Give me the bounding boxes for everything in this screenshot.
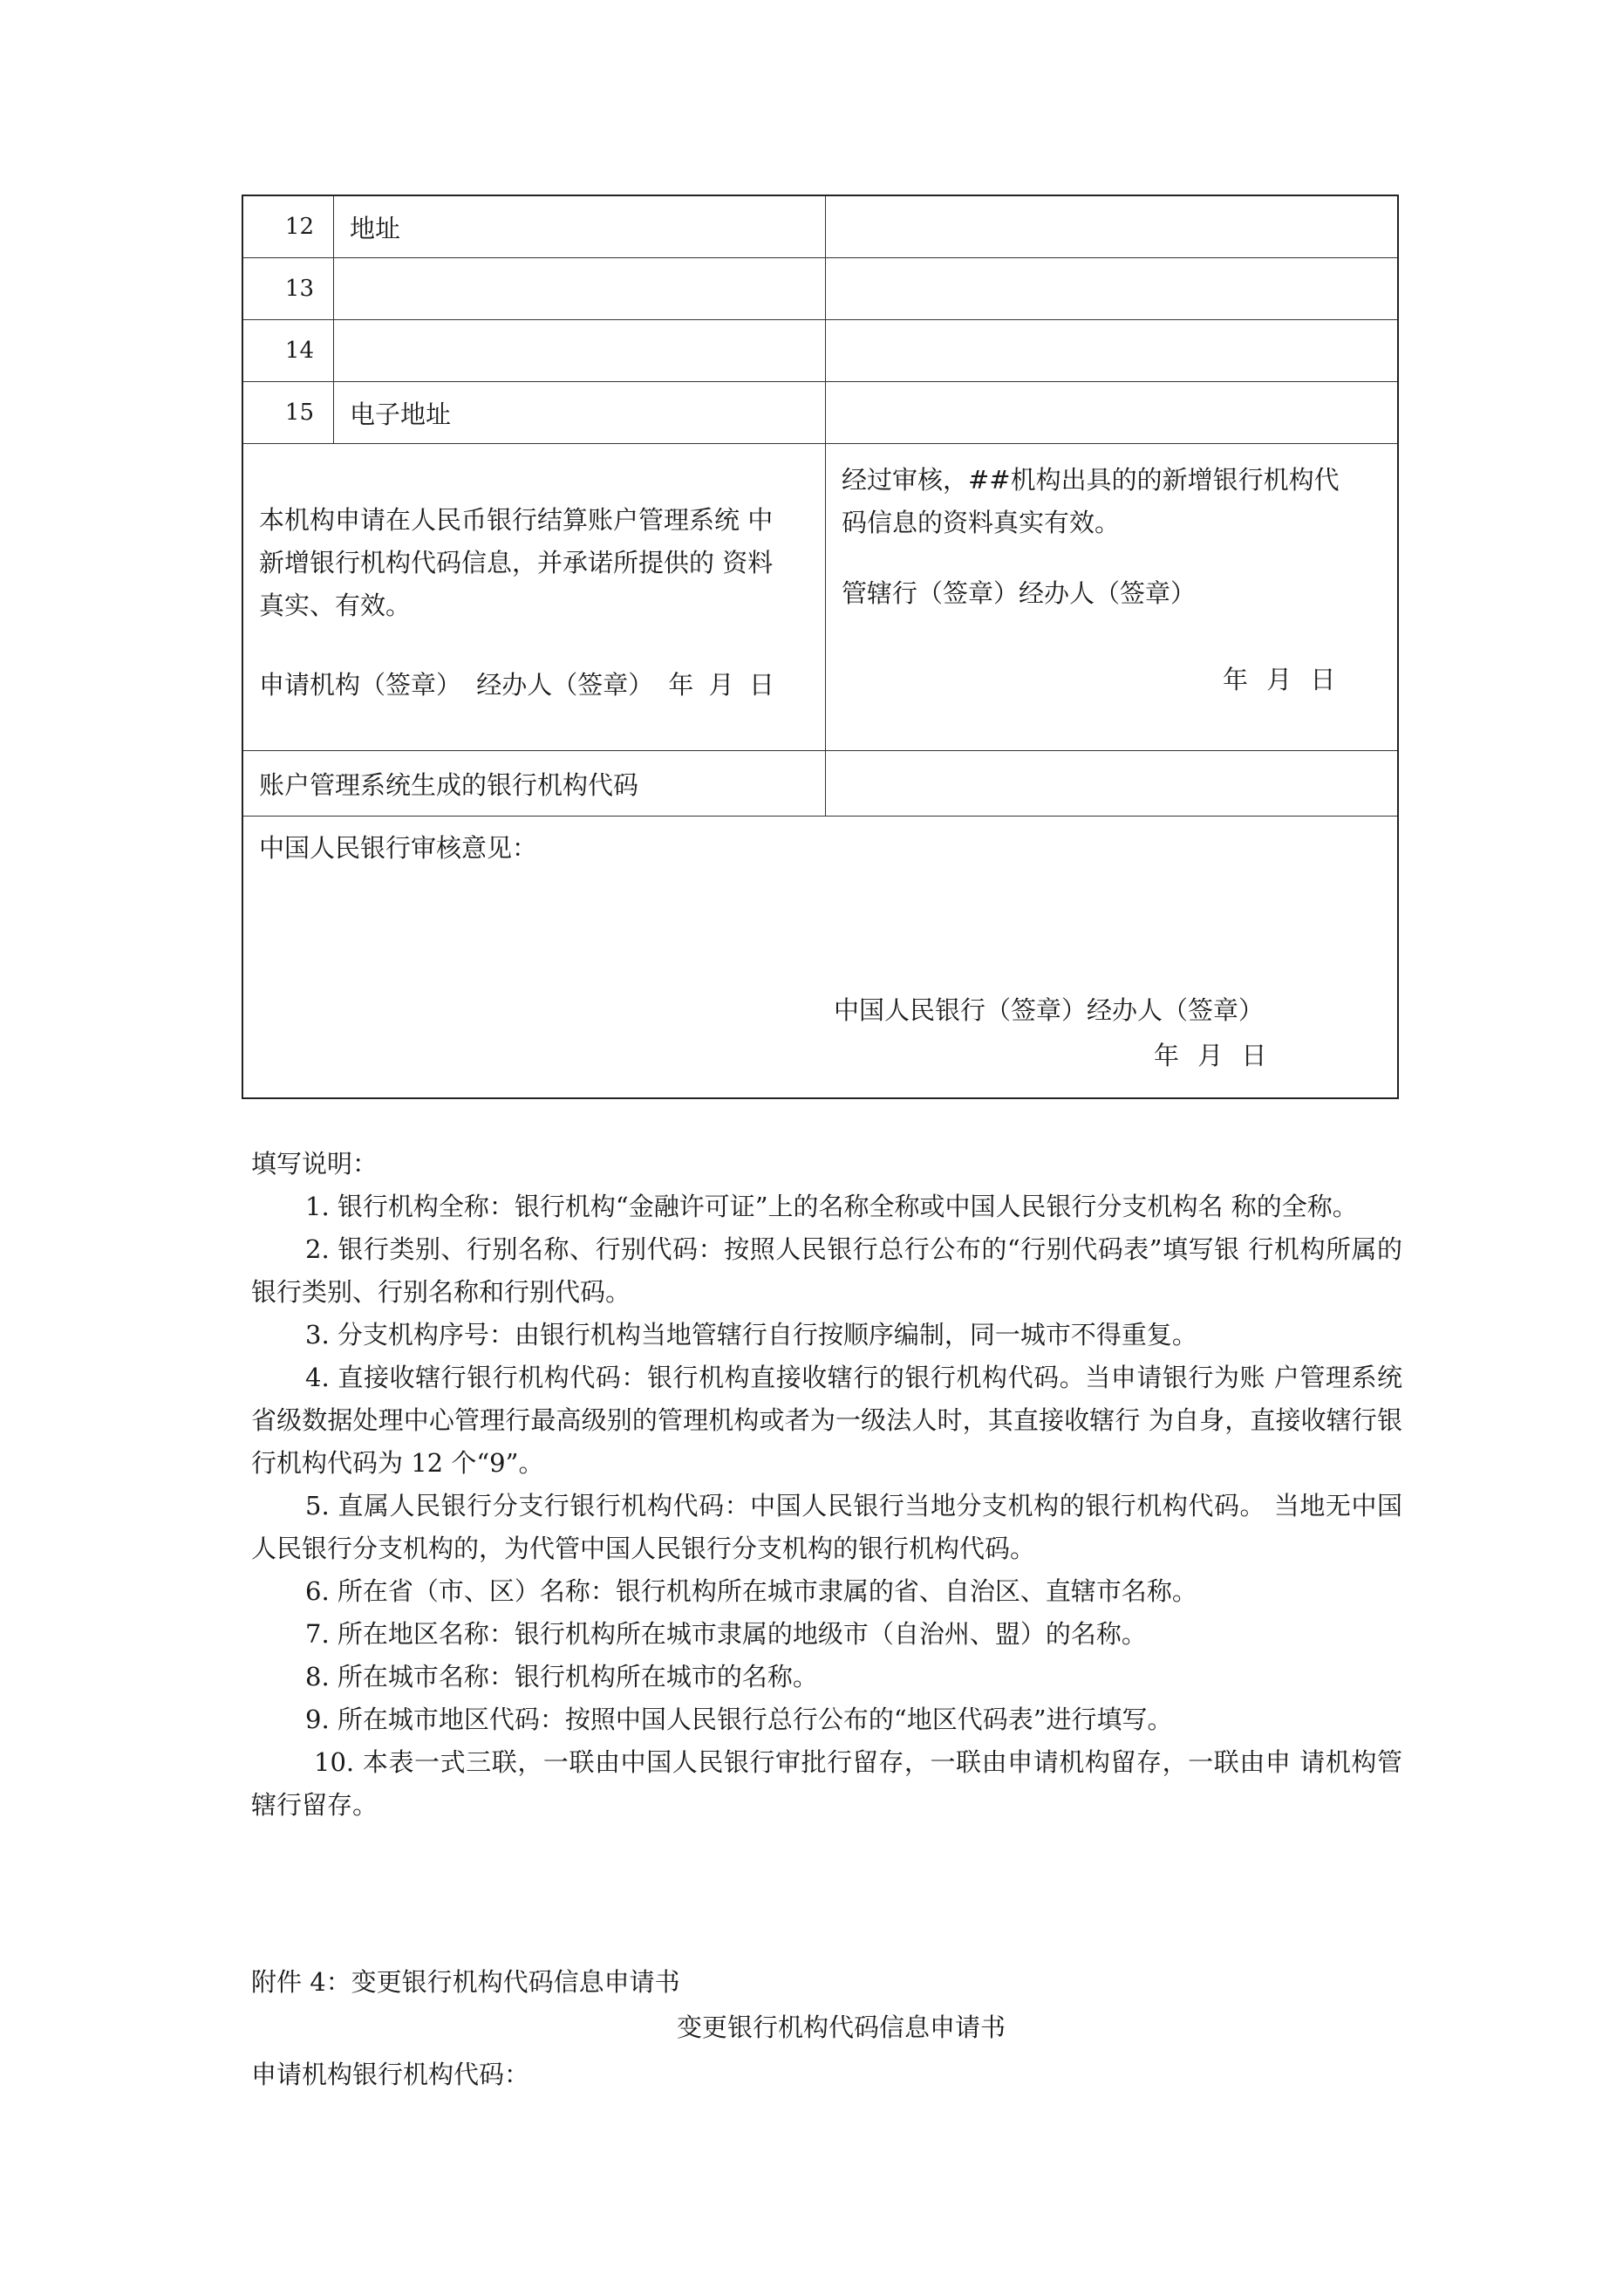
table-row (243, 258, 1397, 320)
review-date-line: 年 月 日 (1223, 665, 1336, 694)
instruction-item: 9. 所在城市地区代码：按照中国人民银行总行公布的“地区代码表”进行填写。 (305, 1705, 1173, 1734)
applicant-code-label: 申请机构银行机构代码： (251, 2060, 530, 2089)
row-label: 电子地址 (334, 382, 826, 443)
row-label: 地址 (334, 196, 826, 257)
instructions-title: 填写说明： (251, 1149, 378, 1179)
instruction-item: 3. 分支机构序号：由银行机构当地管辖行自行按顺序编制，同一城市不得重复。 (305, 1320, 1197, 1350)
row-value-cell[interactable] (826, 320, 1397, 381)
applicant-signature-line: 申请机构（签章） 经办人（签章） 年 月 日 (259, 670, 774, 700)
generated-code-row (243, 751, 1397, 817)
table-row (243, 382, 1397, 444)
instruction-item: 4. 直接收辖行银行机构代码：银行机构直接收辖行的银行机构代码。当申请银行为账 户管理系统省级数据处理中心管理行最高级别的管理机构或者为一级法人时，其直接收辖行 为自身，直接收辖行银行机构代码为 12 个“9”。 (251, 1363, 1402, 1478)
row-value-cell[interactable] (826, 196, 1397, 257)
instruction-item: 7. 所在地区名称：银行机构所在城市隶属的地级市（自治州、盟）的名称。 (305, 1619, 1147, 1649)
instruction-item: 6. 所在省（市、区）名称：银行机构所在城市隶属的省、自治区、直辖市名称。 (305, 1576, 1197, 1606)
instruction-item: 2. 银行类别、行别名称、行别代码：按照人民银行总行公布的“行别代码表”填写银 行机构所属的银行类别、行别名称和行别代码。 (251, 1234, 1402, 1307)
attachment-title: 变更银行机构代码信息申请书 (676, 2012, 1006, 2042)
managing-bank-signature-line: 管辖行（签章）经办人（签章） (842, 578, 1197, 608)
row-number: 15 (243, 382, 334, 443)
attachment-label: 附件 4：变更银行机构代码信息申请书 (251, 1967, 680, 1997)
instruction-item: 8. 所在城市名称：银行机构所在城市的名称。 (305, 1662, 818, 1691)
row-value-cell[interactable] (826, 258, 1397, 319)
pboc-signature-line: 中国人民银行（签章）经办人（签章） (834, 995, 1265, 1025)
applicant-declaration-line: 真实、有效。 (259, 591, 412, 620)
review-declaration-cell (826, 444, 1397, 750)
generated-code-label: 账户管理系统生成的银行机构代码 (243, 751, 826, 816)
table-row (243, 196, 1397, 258)
applicant-declaration-line: 本机构申请在人民币银行结算账户管理系统 中 (259, 505, 774, 535)
table-row (243, 320, 1397, 382)
review-declaration-line: 经过审核，##机构出具的的新增银行机构代 (842, 465, 1340, 495)
row-label (334, 320, 826, 381)
instruction-item: 1. 银行机构全称：银行机构“金融许可证”上的名称全称或中国人民银行分支机构名 称的全称。 (305, 1192, 1358, 1221)
row-number: 14 (243, 320, 334, 381)
generated-code-value[interactable] (826, 751, 1397, 816)
row-number: 13 (243, 258, 334, 319)
instruction-item: 10. 本表一式三联，一联由中国人民银行审批行留存，一联由申请机构留存，一联由申 请机构管辖行留存。 (251, 1747, 1402, 1820)
pboc-review-title: 中国人民银行审核意见： (259, 833, 538, 863)
pboc-date-line: 年 月 日 (1154, 1041, 1267, 1070)
applicant-declaration-line: 新增银行机构代码信息，并承诺所提供的 资料 (259, 548, 774, 577)
review-declaration-line: 码信息的资料真实有效。 (842, 508, 1121, 537)
instruction-item: 5. 直属人民银行分支行银行机构代码：中国人民银行当地分支机构的银行机构代码。 当地无中国人民银行分支机构的，为代管中国人民银行分支机构的银行机构代码。 (251, 1491, 1402, 1563)
applicant-declaration-cell (243, 444, 826, 750)
pboc-review-row (243, 817, 1397, 1097)
row-label (334, 258, 826, 319)
application-form-table (242, 195, 1399, 1099)
row-number: 12 (243, 196, 334, 257)
filling-instructions (251, 1143, 1402, 1827)
declaration-row (243, 444, 1397, 751)
row-value-cell[interactable] (826, 382, 1397, 443)
